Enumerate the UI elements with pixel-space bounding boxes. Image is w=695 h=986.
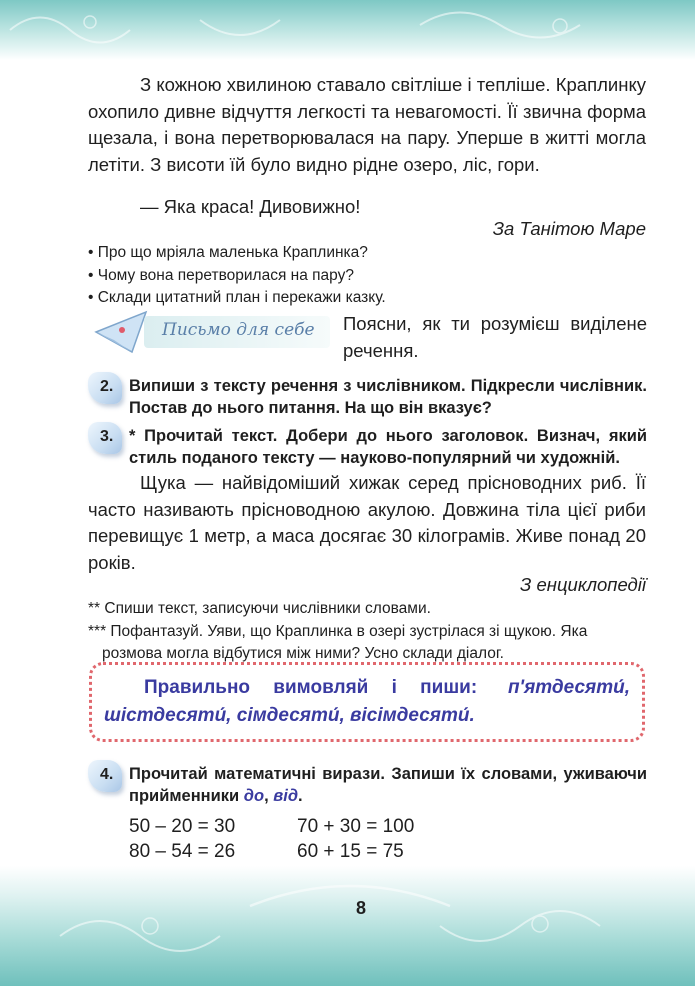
story-author: За Танітою Маре — [492, 218, 646, 239]
top-ornament-band — [0, 0, 695, 60]
floral-ornament-icon — [0, 866, 695, 986]
question-list — [88, 242, 386, 310]
story-dialogue: — Яка краса! Дивовижно! — [140, 196, 361, 217]
pronunciation-word: шістдесяти́, — [104, 705, 232, 726]
writing-task-text: Поясни, як ти розумієш виділене речення. — [343, 313, 647, 361]
bottom-ornament-band — [0, 866, 695, 986]
floral-ornament-icon — [0, 0, 695, 60]
page-number: 8 — [356, 898, 367, 918]
pronunciation-word: вісімдесяти́. — [350, 705, 475, 726]
story-paragraph: З кожною хвилиною ставало світліше і тепліше. Краплинку охопило дивне відчуття легкості та невагомості. Її звична форма щезала, і вона перетворювалася на пару. Уперше в житті могла летіти. З висоти їй було видно рідне озеро, ліс, гори. — [88, 74, 646, 175]
pike-source: З енциклопедії — [520, 574, 646, 595]
question-item: • Склади цитатний план і перекажи казку. — [88, 287, 386, 310]
math-column-left — [129, 814, 235, 864]
preposition-do: до — [243, 787, 265, 805]
task-4-text: Прочитай математичні вирази. Запиши їх словами, уживаючи прийменники до, від. — [129, 765, 647, 805]
writing-banner — [92, 308, 332, 358]
paper-plane-icon — [92, 308, 152, 358]
pronunciation-box — [89, 662, 645, 742]
math-expression: 60 + 15 = 75 — [297, 841, 404, 862]
math-expression: 70 + 30 = 100 — [297, 816, 415, 837]
task-number-4: 4. — [88, 760, 124, 796]
question-item: • Чому вона перетворилася на пару? — [88, 265, 386, 288]
three-star-task: *** Пофантазуй. Уяви, що Краплинка в озері зустрілася зі щукою. Яка розмова могла відбутися між ними? Усно склади діалог. — [88, 622, 588, 662]
question-item: • Про що мріяла маленька Краплинка? — [88, 242, 386, 265]
math-expression: 80 – 54 = 26 — [129, 841, 236, 862]
task-2-text: Випиши з тексту речення з числівником. Підкресли числівник. Постав до нього питання. На що він вказує? — [129, 377, 647, 417]
task-number-2: 2. — [88, 372, 124, 408]
writing-banner-label: Письмо для себе — [162, 320, 315, 340]
pronunciation-word: п'ятдесяти́, — [507, 677, 630, 698]
pronunciation-lead: Правильно вимовляй і пиши: — [144, 677, 478, 698]
extra-tasks — [88, 598, 648, 666]
two-star-task: ** Спиши текст, записуючи числівники словами. — [88, 600, 431, 617]
pronunciation-word: сімдесяти́, — [236, 705, 345, 726]
task-3-text: * Прочитай текст. Добери до нього заголовок. Визнач, який стиль поданого тексту — науково-популярний чи художній. — [129, 427, 647, 467]
math-expression: 50 – 20 = 30 — [129, 816, 236, 837]
task-number-3: 3. — [88, 422, 124, 458]
preposition-vid: від — [273, 787, 299, 805]
pike-paragraph: Щука — найвідоміший хижак серед прісноводних риб. Її часто називають прісноводною акулою. Довжина тіла цієї риби перевищує 1 метр, а маса досягає 30 кілограмів. Живе понад 20 років. — [88, 472, 646, 573]
math-column-right — [297, 814, 414, 864]
